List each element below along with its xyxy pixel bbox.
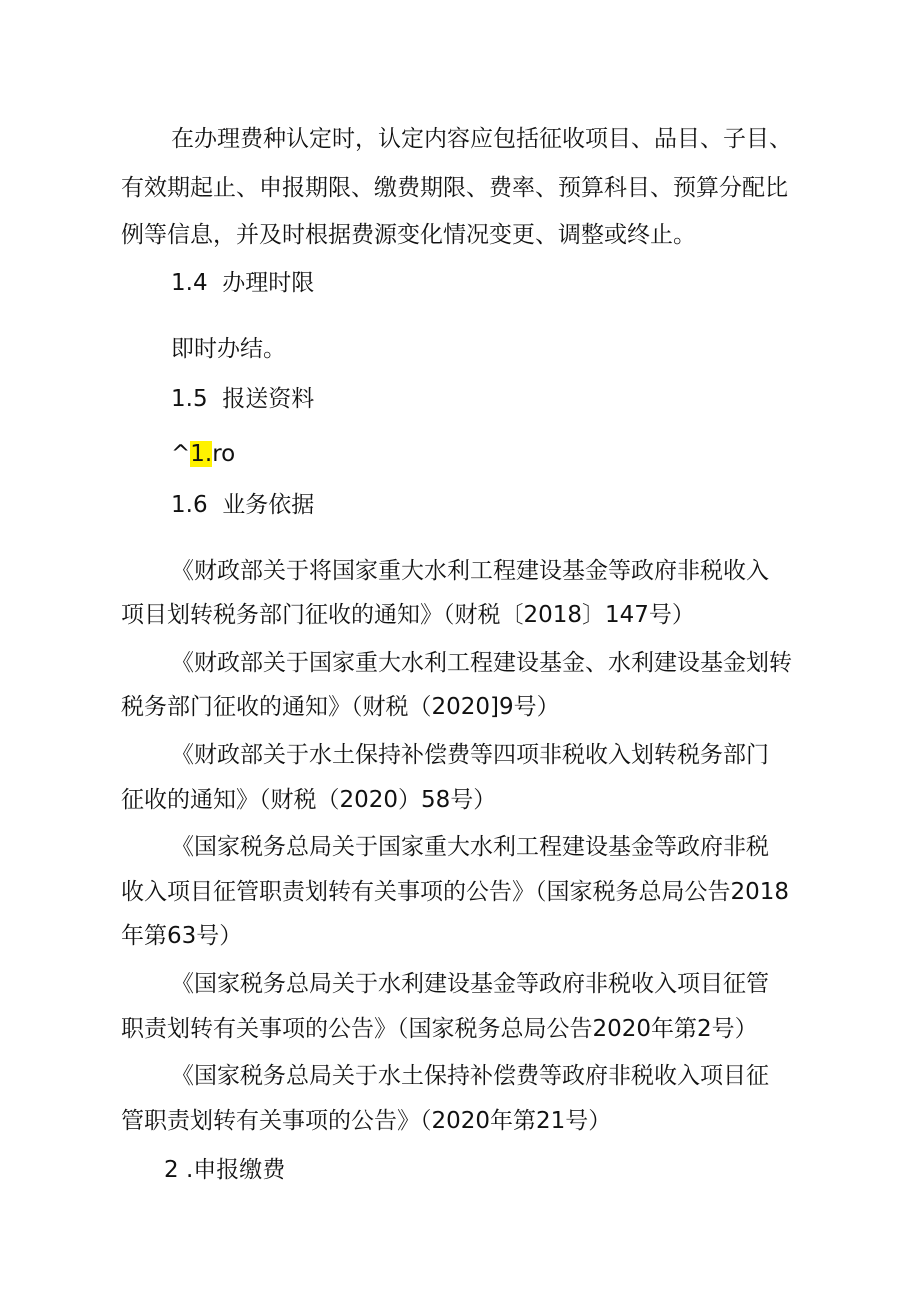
- basis-item-4-line3: 年第63号）: [121, 923, 243, 949]
- basis-item-5-line2: 职责划转有关事项的公告》（国家税务总局公告2020年第2号）: [121, 1016, 758, 1042]
- section-heading-1-4: [171, 268, 314, 298]
- section-title: 业务依据: [222, 492, 315, 518]
- section-number: 1.5: [171, 386, 208, 412]
- materials-line: [171, 439, 235, 469]
- basis-item-4-line2: 收入项目征管职责划转有关事项的公告》（国家税务总局公告2018: [121, 879, 790, 905]
- materials-prefix: ^: [171, 441, 191, 467]
- section-number: 1.6: [171, 492, 208, 518]
- basis-item-3-line1: 《财政部关于水土保持补偿费等四项非税收入划转税务部门: [171, 742, 769, 768]
- materials-suffix: ro: [212, 441, 236, 467]
- basis-item-4-line1: 《国家税务总局关于国家重大水利工程建设基金等政府非税: [171, 834, 769, 860]
- basis-item-2-line1: 《财政部关于国家重大水利工程建设基金、水利建设基金划转: [171, 650, 792, 676]
- section-title: 办理时限: [222, 270, 315, 296]
- paragraph-line: 例等信息，并及时根据费源变化情况变更、调整或终止。: [121, 222, 696, 248]
- basis-item-1-line2: 项目划转税务部门征收的通知》（财税〔2018〕147号）: [121, 602, 695, 628]
- section-title: 报送资料: [222, 386, 315, 412]
- paragraph-line: 有效期起止、申报期限、缴费期限、费率、预算科目、预算分配比: [121, 175, 788, 201]
- highlighted-text: 1.: [190, 441, 213, 467]
- paragraph-line: 在办理费种认定时，认定内容应包括征收项目、品目、子目、: [171, 126, 792, 152]
- section-heading-2: [164, 1155, 285, 1185]
- basis-item-5-line1: 《国家税务总局关于水利建设基金等政府非税收入项目征管: [171, 971, 769, 997]
- time-limit-text: 即时办结。: [171, 336, 286, 362]
- basis-item-6-line1: 《国家税务总局关于水土保持补偿费等政府非税收入项目征: [171, 1063, 769, 1089]
- section-title: .申报缴费: [185, 1157, 286, 1183]
- basis-item-2-line2: 税务部门征收的通知》（财税（2020]9号）: [121, 694, 560, 720]
- section-number: 1.4: [171, 270, 208, 296]
- section-heading-1-6: [171, 490, 314, 520]
- basis-item-6-line2: 管职责划转有关事项的公告》（2020年第21号）: [121, 1108, 612, 1134]
- section-number: 2: [164, 1157, 179, 1183]
- section-heading-1-5: [171, 384, 314, 414]
- basis-item-1-line1: 《财政部关于将国家重大水利工程建设基金等政府非税收入: [171, 558, 769, 584]
- basis-item-3-line2: 征收的通知》（财税（2020）58号）: [121, 787, 497, 813]
